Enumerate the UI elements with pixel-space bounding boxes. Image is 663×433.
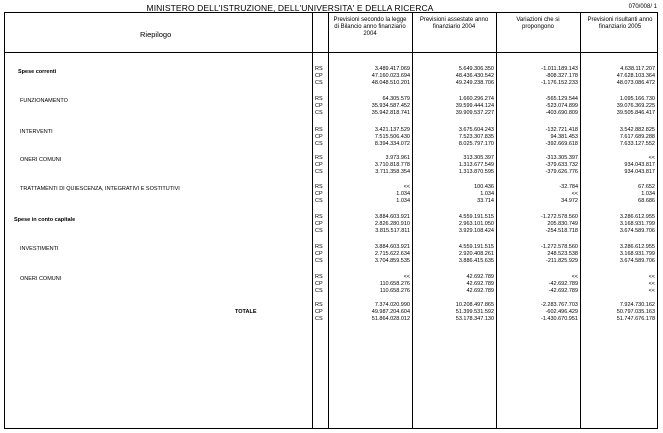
value-cell: 3.674.589.706 xyxy=(619,258,655,264)
code-cell: CP xyxy=(315,251,323,257)
value-cell: -602.496.429 xyxy=(545,309,578,315)
row-codes xyxy=(315,66,323,87)
value-cell: 7.617.689.288 xyxy=(619,134,655,140)
value-cell: -808.327.178 xyxy=(545,73,578,79)
row-codes xyxy=(315,244,323,265)
code-cell: CS xyxy=(315,80,323,86)
row-label: Spese correnti xyxy=(18,69,57,75)
value-cell: 42.692.789 xyxy=(466,281,494,287)
divider-col1-col2 xyxy=(412,12,413,429)
code-cell: CP xyxy=(315,162,323,168)
value-cell: 2.715.622.634 xyxy=(374,251,410,257)
value-cell: 39.505.846.417 xyxy=(616,110,655,116)
value-cell: 51.399.531.592 xyxy=(455,309,494,315)
value-column-1 xyxy=(332,66,410,87)
value-cell: -254.518.718 xyxy=(545,228,578,234)
code-cell: RS xyxy=(315,244,323,250)
value-cell: << xyxy=(648,288,655,294)
value-cell: 7.515.506.430 xyxy=(374,134,410,140)
value-column-3 xyxy=(500,274,578,295)
divider-col2-col3 xyxy=(496,12,497,429)
value-column-3 xyxy=(500,302,578,323)
value-cell: 1.034 xyxy=(641,191,655,197)
row-codes xyxy=(315,214,323,235)
code-cell: RS xyxy=(315,302,323,308)
value-column-2 xyxy=(416,127,494,148)
value-cell: 248.523.538 xyxy=(547,251,578,257)
value-cell: 8.394.334.072 xyxy=(374,141,410,147)
value-cell: 1.313.870.595 xyxy=(458,169,494,175)
value-cell: 67.652 xyxy=(638,184,655,190)
row-label: INVESTIMENTI xyxy=(20,246,59,252)
value-cell: << xyxy=(648,155,655,161)
value-cell: 1.313.677.549 xyxy=(458,162,494,168)
value-cell: -1.176.152.233 xyxy=(540,80,578,86)
value-cell: 48.436.430.542 xyxy=(455,73,494,79)
value-column-3 xyxy=(500,244,578,265)
value-column-2 xyxy=(416,302,494,323)
value-cell: 2.826.280.910 xyxy=(374,221,410,227)
value-column-3 xyxy=(500,96,578,117)
value-cell: 100.436 xyxy=(474,184,494,190)
code-cell: CS xyxy=(315,141,323,147)
value-cell: 110.658.276 xyxy=(379,281,410,287)
code-cell: RS xyxy=(315,184,323,190)
value-column-1 xyxy=(332,127,410,148)
value-cell: 51.747.676.178 xyxy=(616,316,655,322)
value-cell: 3.421.137.529 xyxy=(374,127,410,133)
value-cell: 64.305.579 xyxy=(382,96,410,102)
value-column-3 xyxy=(500,127,578,148)
value-column-2 xyxy=(416,214,494,235)
column-header-1: Previsioni secondo la legge di Bilancio anno finanziario 2004 xyxy=(333,17,407,37)
value-cell: -565.129.544 xyxy=(545,96,578,102)
value-cell: 205.830.749 xyxy=(547,221,578,227)
value-cell: 3.168.931.799 xyxy=(619,251,655,257)
value-cell: 3.168.931.799 xyxy=(619,221,655,227)
value-cell: -392.669.618 xyxy=(545,141,578,147)
value-cell: 313.305.397 xyxy=(463,155,494,161)
value-cell: 10.208.497.865 xyxy=(455,302,494,308)
value-cell: -1.430.670.951 xyxy=(540,316,578,322)
value-cell: -42.692.789 xyxy=(548,281,578,287)
value-column-3 xyxy=(500,184,578,205)
value-cell: -32.784 xyxy=(559,184,578,190)
value-cell: 68.686 xyxy=(638,198,655,204)
value-column-2 xyxy=(416,184,494,205)
code-cell: RS xyxy=(315,155,323,161)
value-column-1 xyxy=(332,155,410,176)
value-cell: << xyxy=(648,281,655,287)
code-cell: CS xyxy=(315,228,323,234)
value-cell: -2.283.767.703 xyxy=(540,302,578,308)
code-cell: CS xyxy=(315,258,323,264)
value-cell: 49.249.238.706 xyxy=(455,80,494,86)
value-cell: << xyxy=(571,191,578,197)
value-cell: << xyxy=(648,274,655,280)
code-cell: RS xyxy=(315,96,323,102)
divider-code-col1 xyxy=(328,12,329,429)
value-column-4 xyxy=(577,244,655,265)
value-cell: 4.559.191.515 xyxy=(458,214,494,220)
header-divider xyxy=(4,52,658,53)
row-label: ONERI COMUNI xyxy=(20,157,62,163)
value-cell: -42.692.789 xyxy=(548,288,578,294)
code-cell: CP xyxy=(315,309,323,315)
value-column-4 xyxy=(577,214,655,235)
value-cell: 8.025.797.170 xyxy=(458,141,494,147)
divider-label-code xyxy=(312,12,313,429)
riepilogo-heading: Riepilogo xyxy=(140,30,172,39)
value-column-4 xyxy=(577,302,655,323)
value-cell: 1.034 xyxy=(396,191,410,197)
code-cell: CS xyxy=(315,198,323,204)
value-column-1 xyxy=(332,96,410,117)
value-column-4 xyxy=(577,155,655,176)
value-cell: 39.599.444.124 xyxy=(455,103,494,109)
value-cell: 47.628.103.364 xyxy=(616,73,655,79)
value-cell: -1.011.189.143 xyxy=(541,66,578,72)
code-cell: CS xyxy=(315,110,323,116)
value-cell: << xyxy=(403,274,410,280)
value-cell: -132.721.418 xyxy=(545,127,578,133)
ministry-title: MINISTERO DELL'ISTRUZIONE, DELL'UNIVERSITA' E DELLA RICERCA xyxy=(146,3,434,13)
value-cell: 50.797.035.163 xyxy=(616,309,655,315)
value-cell: 4.638.117.207 xyxy=(620,66,655,72)
value-cell: << xyxy=(571,274,578,280)
value-cell: 1.034 xyxy=(480,191,494,197)
code-cell: RS xyxy=(315,66,323,72)
value-cell: 1.095.166.730 xyxy=(619,96,655,102)
value-cell: 49.987.204.604 xyxy=(371,309,410,315)
value-cell: -523.074.899 xyxy=(545,103,578,109)
value-cell: 51.864.028.012 xyxy=(371,316,410,322)
code-cell: RS xyxy=(315,214,323,220)
value-cell: 47.160.023.694 xyxy=(371,73,410,79)
value-cell: 7.523.307.835 xyxy=(458,134,494,140)
row-codes xyxy=(315,127,323,148)
value-cell: 1.034 xyxy=(396,198,410,204)
value-cell: 33.714 xyxy=(477,198,494,204)
value-column-3 xyxy=(500,66,578,87)
value-cell: 48.073.086.472 xyxy=(616,80,655,86)
value-column-4 xyxy=(577,66,655,87)
value-cell: 35.942.818.741 xyxy=(371,110,410,116)
value-cell: 3.815.517.811 xyxy=(375,228,410,234)
value-column-1 xyxy=(332,302,410,323)
value-cell: 94.381.453 xyxy=(550,134,578,140)
code-cell: CS xyxy=(315,169,323,175)
value-cell: 3.286.612.955 xyxy=(619,214,655,220)
value-cell: 934.043.817 xyxy=(624,162,655,168)
value-cell: 2.963.101.050 xyxy=(458,221,494,227)
column-header-2: Previsioni assestate anno finanziario 2004 xyxy=(419,17,489,30)
row-label: ONERI COMUNI xyxy=(20,276,62,282)
value-cell: 3.973.961 xyxy=(385,155,410,161)
value-cell: 3.711.358.354 xyxy=(375,169,410,175)
value-column-4 xyxy=(577,127,655,148)
column-header-4: Previsioni risultanti anno finanziario 2005 xyxy=(587,17,653,30)
value-cell: 3.489.417.069 xyxy=(374,66,410,72)
value-column-1 xyxy=(332,214,410,235)
value-cell: 34.972 xyxy=(561,198,578,204)
row-label: TRATTAMENTI DI QUIESCENZA, INTEGRATIVI E SOSTITUTIVI xyxy=(20,186,180,192)
value-cell: 3.886.415.635 xyxy=(458,258,494,264)
value-column-3 xyxy=(500,214,578,235)
value-cell: 110.658.276 xyxy=(379,288,410,294)
code-cell: CS xyxy=(315,316,323,322)
value-column-1 xyxy=(332,244,410,265)
code-cell: CP xyxy=(315,103,323,109)
value-cell: 42.692.789 xyxy=(466,288,494,294)
row-codes xyxy=(315,155,323,176)
value-cell: 7.924.730.162 xyxy=(619,302,655,308)
value-cell: 7.633.127.552 xyxy=(619,141,655,147)
value-column-1 xyxy=(332,274,410,295)
code-cell: RS xyxy=(315,274,323,280)
value-cell: 48.048.510.201 xyxy=(371,80,410,86)
value-cell: -379.626.776 xyxy=(545,169,578,175)
value-cell: 1.660.296.274 xyxy=(458,96,494,102)
value-column-2 xyxy=(416,155,494,176)
value-column-2 xyxy=(416,66,494,87)
value-column-2 xyxy=(416,96,494,117)
value-cell: 3.286.612.955 xyxy=(619,244,655,250)
row-label: TOTALE xyxy=(235,309,257,315)
value-cell: 3.884.603.921 xyxy=(374,214,410,220)
code-cell: CP xyxy=(315,281,323,287)
value-cell: -379.633.732 xyxy=(545,162,578,168)
row-label: FUNZIONAMENTO xyxy=(20,98,68,104)
value-column-4 xyxy=(577,184,655,205)
row-codes xyxy=(315,96,323,117)
value-cell: 3.542.882.825 xyxy=(619,127,655,133)
value-cell: 35.934.587.452 xyxy=(371,103,410,109)
code-cell: CS xyxy=(315,288,323,294)
value-cell: << xyxy=(403,184,410,190)
value-column-1 xyxy=(332,184,410,205)
code-cell: RS xyxy=(315,127,323,133)
value-cell: -313.305.397 xyxy=(545,155,578,161)
value-cell: 39.076.369.225 xyxy=(616,103,655,109)
value-cell: 3.884.603.921 xyxy=(374,244,410,250)
row-label: INTERVENTI xyxy=(20,129,53,135)
row-codes xyxy=(315,184,323,205)
code-cell: CP xyxy=(315,221,323,227)
value-cell: 934.043.817 xyxy=(624,169,655,175)
value-column-3 xyxy=(500,155,578,176)
value-cell: 3.704.859.535 xyxy=(374,258,410,264)
page-code: 070/008/ 1 xyxy=(628,4,657,10)
row-codes xyxy=(315,302,323,323)
value-cell: 2.920.408.261 xyxy=(458,251,494,257)
value-cell: -1.272.578.560 xyxy=(540,244,578,250)
value-cell: -1.272.578.560 xyxy=(540,214,578,220)
code-cell: CP xyxy=(315,73,323,79)
row-label: Spese in conto capitale xyxy=(14,217,76,223)
column-header-3: Variazioni che si propongono xyxy=(516,17,560,30)
code-cell: CP xyxy=(315,134,323,140)
value-cell: 7.374.020.990 xyxy=(374,302,410,308)
value-cell: 4.559.191.515 xyxy=(458,244,494,250)
value-column-2 xyxy=(416,274,494,295)
value-cell: 3.710.818.778 xyxy=(374,162,410,168)
value-column-2 xyxy=(416,244,494,265)
value-cell: 3.929.108.424 xyxy=(458,228,494,234)
value-cell: -211.825.929 xyxy=(545,258,578,264)
value-cell: 42.692.789 xyxy=(466,274,494,280)
value-cell: 5.649.306.350 xyxy=(458,66,494,72)
code-cell: CP xyxy=(315,191,323,197)
row-codes xyxy=(315,274,323,295)
value-cell: 53.178.347.130 xyxy=(455,316,494,322)
value-cell: 39.909.537.227 xyxy=(455,110,494,116)
value-cell: -403.690.809 xyxy=(545,110,578,116)
value-column-4 xyxy=(577,96,655,117)
value-cell: 3.675.604.243 xyxy=(458,127,494,133)
value-cell: 3.674.589.706 xyxy=(619,228,655,234)
value-column-4 xyxy=(577,274,655,295)
